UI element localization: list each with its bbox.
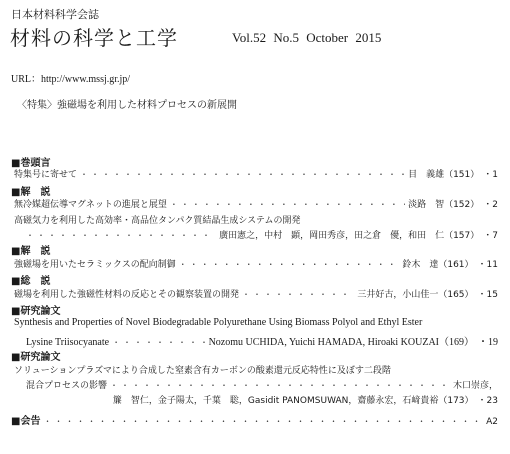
- entry-author: Nozomu UCHIDA, Yuichi HAMADA, Hiroaki KOUZAI（169）: [208, 337, 474, 348]
- toc-entry-protein-authors[interactable]: [26, 228, 498, 241]
- entry-title: 磁場を利用した強磁性材料の反応とその観察装置の開発: [14, 290, 240, 300]
- entry-title: 高磁気力を利用した高効率・高品位タンパク質結晶生成システムの開発: [14, 216, 301, 226]
- toc-entry-ceramics[interactable]: [14, 257, 498, 270]
- entry-title: 混合プロセスの影響: [26, 381, 108, 391]
- entry-title: 強磁場を用いたセラミックスの配向制御: [14, 260, 176, 270]
- section-review: ■総 説: [11, 276, 51, 287]
- leader-dots: [43, 416, 479, 427]
- society-name: 日本材料科学会誌: [11, 8, 99, 21]
- entry-author: 鈴木 達（161）: [402, 260, 474, 270]
- journal-title: 材料の科学と工学: [10, 26, 178, 50]
- toc-entry-plasma-title[interactable]: [14, 363, 391, 376]
- section-announcements: ■会告: [11, 416, 41, 427]
- entry-title: 無冷媒超伝導マグネットの進展と展望: [14, 200, 167, 210]
- toc-entry-ferromagnetic[interactable]: [14, 287, 498, 300]
- entry-author: 目 義雄（151）: [408, 170, 480, 180]
- entry-page: ・19: [478, 337, 498, 348]
- entry-title: Lysine Triisocyanate: [26, 337, 110, 348]
- leader-dots: [80, 169, 405, 180]
- toc-entry-polyurethane-title[interactable]: [14, 317, 422, 328]
- entry-page: ・7: [483, 231, 498, 241]
- section-preface: ■巻頭言: [11, 158, 51, 169]
- entry-page: ・11: [477, 260, 498, 270]
- toc-entry-announcements[interactable]: [11, 412, 498, 427]
- toc-entry-preface[interactable]: [14, 167, 498, 180]
- section-research-paper: ■研究論文: [11, 306, 61, 317]
- entry-page: ・23: [477, 396, 498, 406]
- entry-title: ソリューションプラズマにより合成した窒素含有カーボンの酸素還元反応特性に及ぼす二段階: [14, 366, 391, 376]
- toc-entry-polyurethane-authors[interactable]: [26, 333, 498, 348]
- entry-author: 簾 智仁，金子陽太，千葉 聡，Gasidit PANOMSUWAN，齋藤永宏，石﨑貴裕（173）: [112, 396, 474, 406]
- entry-page: ・2: [483, 200, 498, 210]
- entry-author: 廣田憲之，中村 顕，岡田秀彦，田之倉 優，和田 仁（157）: [219, 231, 480, 241]
- leader-dots: [170, 199, 405, 210]
- entry-page: ・1: [483, 170, 498, 180]
- section-commentary: ■解 説: [11, 246, 51, 257]
- toc-entry-plasma-subtitle[interactable]: [26, 378, 498, 391]
- section-research-paper: ■研究論文: [11, 352, 61, 363]
- special-issue-title: 〈特集〉強磁場を利用した材料プロセスの新展開: [17, 100, 237, 111]
- section-commentary: ■解 説: [11, 187, 51, 198]
- entry-title: 特集号に寄せて: [14, 170, 78, 180]
- journal-url[interactable]: URL：http://www.mssj.gr.jp/: [11, 74, 131, 85]
- leader-dots: [112, 337, 206, 348]
- leader-dots: [26, 230, 216, 241]
- toc-entry-protein-title[interactable]: [14, 213, 300, 226]
- entry-author: 三井好古，小山佳一（165）: [357, 290, 474, 300]
- entry-title: Synthesis and Properties of Novel Biodegradable Polyurethane Using Biomass Polyol and Ethyl Ester: [14, 317, 423, 328]
- entry-page: A2: [486, 417, 498, 427]
- leader-dots: [110, 380, 450, 391]
- leader-dots: [242, 289, 354, 300]
- toc-entry-magnet[interactable]: [14, 197, 498, 210]
- leader-dots: [179, 259, 400, 270]
- entry-author: 木口崇彦，: [452, 381, 498, 391]
- toc-entry-plasma-authors[interactable]: [26, 393, 498, 406]
- entry-author: 淡路 智（152）: [408, 200, 480, 210]
- volume-info: Vol.52 No.5 October 2015: [232, 30, 382, 45]
- entry-page: ・15: [477, 290, 498, 300]
